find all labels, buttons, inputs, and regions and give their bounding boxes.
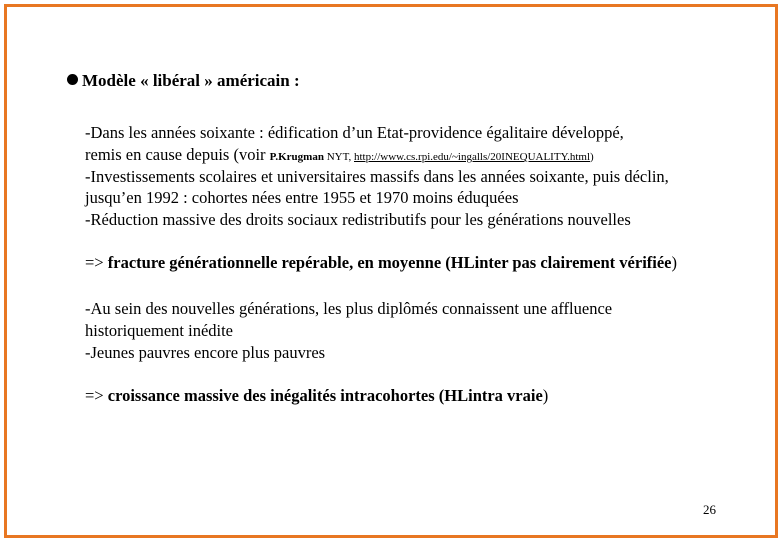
paragraph2-line2: historiquement inédite (85, 321, 234, 340)
paragraph1-line2-end: ) (590, 151, 594, 163)
paragraph1-line3: -Investissements scolaires et universitaires massifs dans les années soixante, puis déclin, (85, 167, 669, 186)
conclusion2-text: croissance massive des inégalités intracohortes (HLintra vraie (107, 386, 543, 405)
slide (4, 4, 778, 538)
slide-title (67, 71, 300, 91)
conclusion2 (85, 386, 548, 406)
author-name: P.Krugman (269, 151, 324, 163)
conclusion1 (85, 253, 677, 273)
bullet-icon (67, 74, 78, 85)
conclusion1-prefix: => (85, 253, 108, 272)
paragraph1-line1: -Dans les années soixante : édification d’un Etat-providence égalitaire développé, (85, 123, 624, 142)
conclusion2-prefix: => (85, 386, 108, 405)
paragraph1-line4: jusqu’en 1992 : cohortes nées entre 1955 et 1970 moins éduquées (85, 188, 519, 207)
conclusion1-text: fracture générationnelle repérable, en moyenne (HLinter pas clairement vérifiée (107, 253, 672, 272)
conclusion1-suffix: ) (671, 253, 678, 272)
conclusion2-suffix: ) (542, 386, 549, 405)
paragraph2-line3: -Jeunes pauvres encore plus pauvres (85, 343, 326, 362)
slide-title-text: Modèle « libéral » américain : (82, 71, 300, 90)
source-name: NYT, (323, 151, 354, 163)
paragraph1-line2 (85, 145, 594, 165)
page-number: 26 (703, 502, 716, 517)
paragraph2-line1: -Au sein des nouvelles générations, les plus diplômés connaissent une affluence (85, 299, 613, 318)
source-link[interactable]: http://www.cs.rpi.edu/~ingalls/20INEQUALITY.html (354, 151, 591, 163)
paragraph1-line2-start: remis en cause depuis (voir (85, 145, 270, 164)
paragraph1-line5: -Réduction massive des droits sociaux redistributifs pour les générations nouvelles (85, 210, 631, 229)
